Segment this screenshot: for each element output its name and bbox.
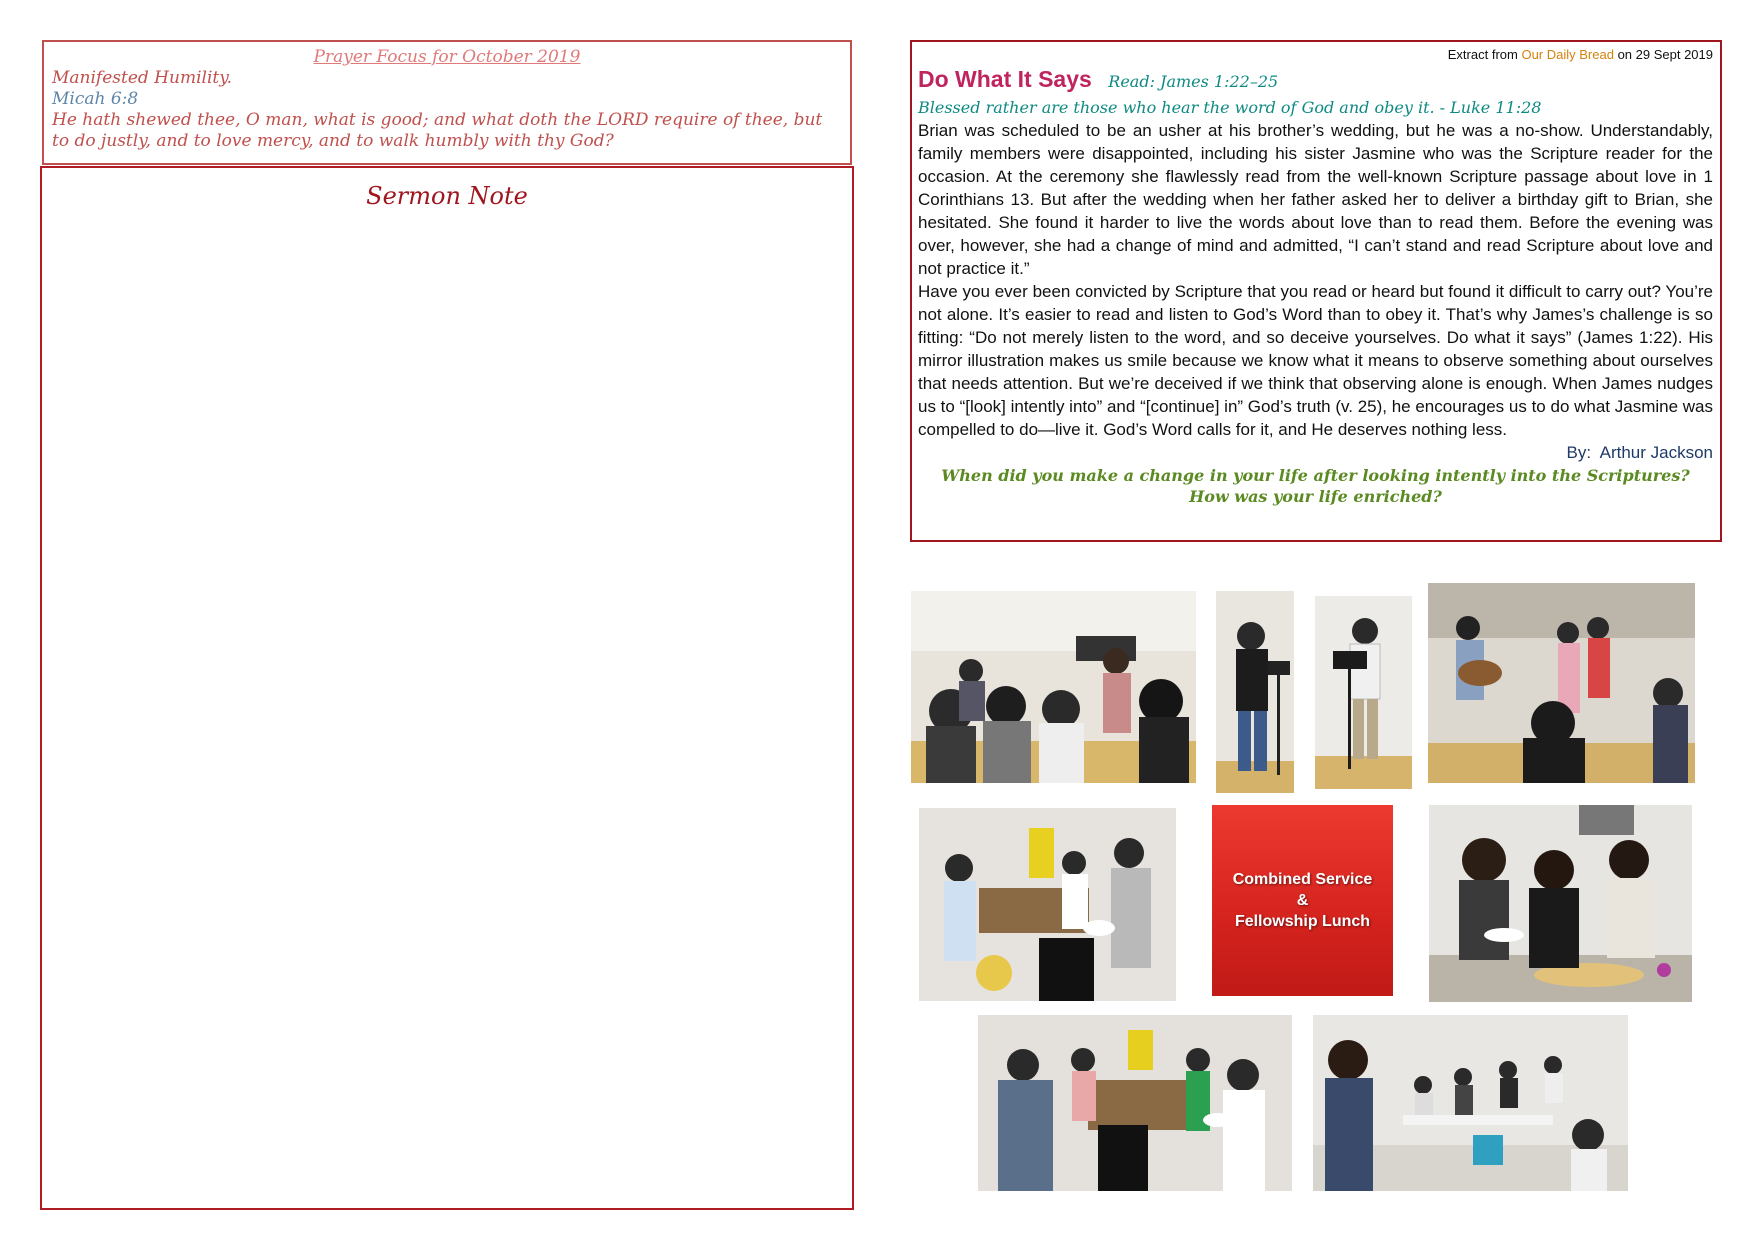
photo-speaker-1 [1216,591,1294,793]
prayer-focus-topic: Manifested Humility. [52,68,232,88]
banner-line: Combined Service [1232,871,1373,888]
banner-line: Fellowship Lunch [1234,913,1371,930]
photo-lunch-buffet-2 [978,1015,1292,1191]
devotional-date: on 29 Sept 2019 [1617,47,1713,62]
photo-lunch-group-women [1429,805,1692,1002]
banner-line: & [1296,892,1309,909]
devotional-source: Our Daily Bread [1521,47,1614,62]
devotional-body [918,119,1713,441]
devotional-paragraph: Have you ever been convicted by Scripture that you read or heard but found it difficult to carry out? You’re not alone. It’s easier to read and listen to God’s Word than to obey it. That’s why James’s challenge is so fitting: “Do not merely listen to the word, and so deceive yourselves. Do what it says” (James 1:22). His mirror illustration makes us smile because we know what it means to observe something about ourselves that needs attention. But we’re deceived if we think that observing alone is enough. When James nudges us to “[look] intently into” and “[continue] in” God’s truth (v. 25), he encourages us to do what Jasmine was compelled to do—live it. God’s Word calls for it, and He deserves nothing less. [918,282,1714,439]
devotional-title: Do What It Says [918,66,1092,92]
prayer-focus-box [42,40,852,165]
photo-worship-congregation [911,591,1196,783]
prayer-focus-reference: Micah 6:8 [52,89,139,109]
extract-prefix: Extract from [1447,47,1518,62]
photo-fellowship-tables [1313,1015,1628,1191]
devotional-byline [918,441,1713,465]
photo-speaker-2 [1315,596,1412,789]
photo-worship-band [1428,583,1695,783]
reflection-question: How was your life enriched? [1189,487,1442,506]
reflection-question: When did you make a change in your life after looking intently into the Scriptures? [941,466,1690,485]
sermon-note-title: Sermon Note [366,182,528,210]
sermon-note-box [40,166,854,1210]
prayer-focus-title: Prayer Focus for October 2019 [313,47,581,67]
devotional-box [910,40,1722,542]
devotional-source-line [918,46,1713,63]
devotional-key-verse: Blessed rather are those who hear the word of God and obey it. - Luke 11:28 [918,98,1542,117]
devotional-reading: Read: James 1:22–25 [1108,72,1279,91]
devotional-author: Arthur Jackson [1599,443,1713,462]
reflection-questions [918,465,1713,507]
prayer-focus-verse: He hath shewed thee, O man, what is good; and what doth the LORD require of thee, but to do justly, and to love mercy, and to walk humbly with thy God? [52,110,823,151]
combined-service-banner [1212,805,1393,996]
devotional-heading [918,65,1713,97]
byline-prefix: By: [1566,443,1592,462]
photo-lunch-buffet-1 [919,808,1176,1001]
devotional-paragraph: Brian was scheduled to be an usher at his brother’s wedding, but he was a no-show. Understandably, family members were disappointed, including his sister Jasmine who was the Scripture reader for the occasion. At the ceremony she flawlessly read from the well-known Scripture passage about love in 1 Corinthians 13. But after the wedding when her father asked her to deliver a birthday gift to Brian, she hesitated. She found it harder to live the words about love than to read them. Before the evening was over, however, she had a change of mind and admitted, “I can’t stand and read Scripture about love and not practice it.” [918,121,1713,278]
